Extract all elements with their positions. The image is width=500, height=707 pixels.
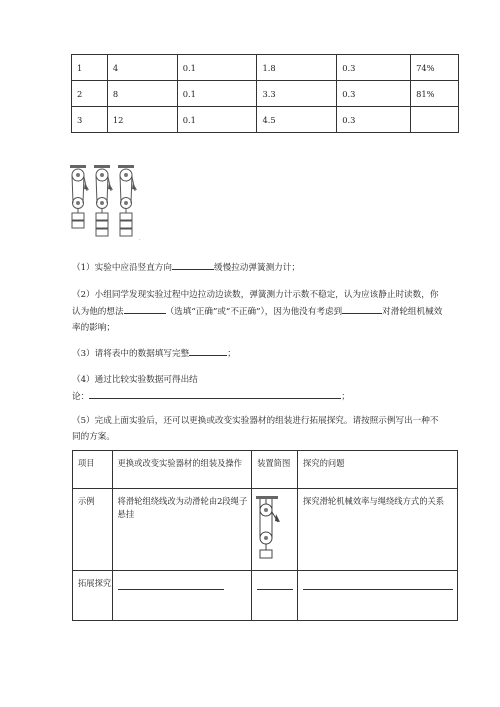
pulley-axle bbox=[76, 173, 80, 177]
header-operation: 更换或改变实验器材的组装及操作 bbox=[112, 451, 252, 489]
header-question: 探究的问题 bbox=[298, 451, 458, 489]
weight-block bbox=[72, 221, 84, 228]
table-cell: 74% bbox=[411, 55, 459, 81]
extension-diagram-cell[interactable] bbox=[252, 571, 298, 621]
table-row bbox=[72, 107, 459, 133]
answer-blank[interactable] bbox=[124, 303, 166, 314]
question-2: （2）小组同学发现实验过程中边拉动边读数，弹簧测力计示数不稳定，认为应该静止时读数，你 认为他的想法 （选填“正确”或“不正确”），因为他没有考虑到 对滑轮组机械效 率的影响； bbox=[72, 290, 443, 333]
pulley-axle bbox=[76, 201, 80, 205]
pulley-axle bbox=[124, 201, 128, 205]
table-cell: 1.8 bbox=[257, 55, 337, 81]
weight-block bbox=[72, 213, 84, 220]
question-3: （3）请将表中的数据填写完整 ； bbox=[72, 345, 236, 362]
table-cell: 12 bbox=[107, 107, 177, 133]
rope bbox=[120, 175, 121, 203]
table-cell: 1 bbox=[72, 55, 108, 81]
rope bbox=[96, 175, 97, 203]
pull-arrow bbox=[132, 183, 137, 190]
table-cell: 0.1 bbox=[177, 81, 257, 107]
question-5: （5）完成上面实验后，还可以更换或改变实验器材的组装进行拓展探究。请按照示例写出一种不 同的方案。 bbox=[72, 416, 439, 442]
table-cell: 4 bbox=[107, 55, 177, 81]
extension-question-cell[interactable] bbox=[298, 571, 458, 621]
table-cell: 3 bbox=[72, 107, 108, 133]
answer-blank[interactable] bbox=[189, 345, 227, 356]
table-cell[interactable] bbox=[411, 107, 459, 133]
table-cell: 2 bbox=[72, 81, 108, 107]
pulley-axle bbox=[100, 201, 104, 205]
table-cell: 0.3 bbox=[337, 55, 411, 81]
single-pulley-diagram bbox=[252, 492, 296, 564]
ceiling-bracket bbox=[118, 165, 134, 168]
table-cell: 0.1 bbox=[177, 55, 257, 81]
rope bbox=[72, 175, 73, 203]
rope bbox=[107, 175, 108, 203]
weight-block bbox=[96, 213, 108, 220]
pulley-apparatus-figure bbox=[66, 163, 146, 243]
example-question: 探究滑轮机械效率与绳绕线方式的关系 bbox=[298, 489, 458, 571]
pull-arrow bbox=[84, 183, 89, 190]
weight-block bbox=[96, 221, 108, 228]
weight-block bbox=[120, 229, 132, 236]
answer-blank[interactable] bbox=[303, 579, 453, 590]
header-project: 项目 bbox=[73, 451, 113, 489]
table-header-row bbox=[73, 451, 458, 489]
table-cell: 4.5 bbox=[257, 107, 337, 133]
answer-blank[interactable] bbox=[118, 579, 224, 590]
answer-blank[interactable] bbox=[257, 579, 293, 590]
extension-operation-cell[interactable] bbox=[112, 571, 252, 621]
ceiling-bracket bbox=[70, 165, 86, 168]
experiment-data-table bbox=[71, 54, 459, 133]
weight-block bbox=[120, 213, 132, 220]
extension-plan-table bbox=[72, 450, 458, 621]
answer-blank[interactable] bbox=[342, 303, 382, 314]
header-diagram: 装置简图 bbox=[252, 451, 298, 489]
answer-blank[interactable] bbox=[89, 388, 341, 399]
answer-blank[interactable] bbox=[172, 259, 214, 270]
example-diagram-cell bbox=[252, 489, 298, 571]
table-cell: 3.3 bbox=[257, 81, 337, 107]
svg-text:.: . bbox=[139, 236, 141, 242]
extension-label: 拓展探究 bbox=[73, 571, 113, 621]
table-row bbox=[72, 81, 459, 107]
table-cell: 0.3 bbox=[337, 81, 411, 107]
rope bbox=[131, 175, 132, 203]
table-cell: 81% bbox=[411, 81, 459, 107]
table-cell: 0.1 bbox=[177, 107, 257, 133]
example-row bbox=[73, 489, 458, 571]
ceiling-bracket bbox=[94, 165, 110, 168]
table-cell: 8 bbox=[107, 81, 177, 107]
rope bbox=[83, 175, 84, 203]
example-operation: 将滑轮组绕线改为动滑轮由2段绳子悬挂 bbox=[112, 489, 252, 571]
example-label: 示例 bbox=[73, 489, 113, 571]
table-row bbox=[72, 55, 459, 81]
question-4: （4）通过比较实验数据可得出结 论： ； bbox=[72, 375, 350, 402]
table-cell: 0.3 bbox=[337, 107, 411, 133]
extension-row bbox=[73, 571, 458, 621]
pulley-axle bbox=[100, 173, 104, 177]
weight-block bbox=[96, 229, 108, 236]
weight-block bbox=[120, 221, 132, 228]
question-1: （1）实验中应沿竖直方向 缓慢拉动弹簧测力计； bbox=[72, 259, 300, 276]
pull-arrow bbox=[108, 183, 113, 190]
pulley-axle bbox=[124, 173, 128, 177]
